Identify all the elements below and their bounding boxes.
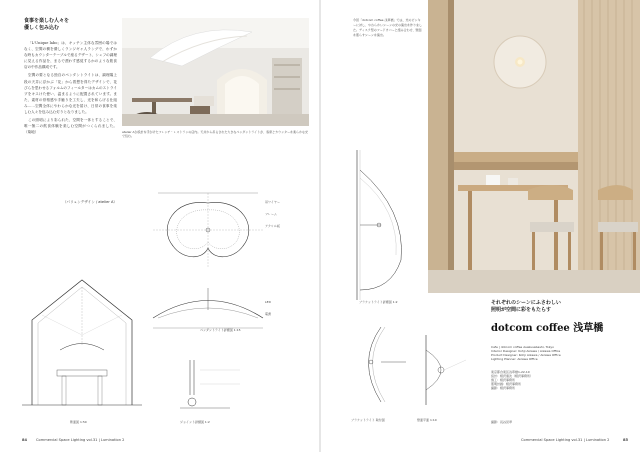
- section-diagram-title: 断面図 1:50: [70, 420, 87, 424]
- headline-line-2: 照明が空間に彩をもたらす: [491, 307, 552, 313]
- right-headline: [491, 300, 631, 314]
- diagram-label: フレーム: [265, 212, 277, 216]
- diagram-label: 吊ワイヤー: [265, 200, 280, 204]
- photo-caption: atelier Aが設計を手がけたフレンチ・レストランの店内。天井から吊るされた大きなペンダントライトが、客席とカウンターを柔らかな光で包む。: [122, 130, 309, 138]
- heading-line-1: 食事を楽しむ人々を: [24, 18, 70, 24]
- diagram-label: 電源: [265, 312, 272, 316]
- bracket-light-diagram: [351, 150, 421, 300]
- detail-line: 施工：相沢事務所: [491, 378, 516, 382]
- diagram-label: LED: [265, 300, 271, 304]
- article-credit: （パリュンデザイン / atelier A）: [62, 200, 117, 204]
- photographer-credit: 撮影：長谷見翠: [491, 420, 513, 424]
- pendant-diagram-title: ペンダントライト詳細図 1:15: [200, 328, 241, 332]
- article-paragraph: この照明により彩られた、空間を一体とすることで、唯一無二の飲食体験を楽しむ空間がつくられました。（菊地）: [24, 118, 117, 135]
- article-body: [24, 40, 117, 200]
- detail-line: 撮影：相沢事務所: [491, 386, 516, 390]
- detail-line: 照明計画：相沢事務所: [491, 382, 522, 386]
- pendant-plan-diagram: [148, 188, 268, 278]
- folio-text-left: Commercial Space Lighting vol.31 | Lumination 2: [36, 438, 125, 442]
- detail-line: 東京都台東区浅草橋1-22-10: [491, 370, 530, 374]
- restaurant-photo-illustration: [122, 18, 309, 126]
- heading-line-2: 優しく包み込む: [24, 25, 60, 31]
- article-paragraph: 空間の要となる独自のペンダントライトは、調理場上段の天井に浮かぶ「花」から着想を得たデザインで、花びらを思わせるフォルムのフィールターはカムのストライプをキスけた使い、温まるように配置されています。また、素材の骨格感や手触りを工夫し、光を和らげる仕組み……空間全体にやわらかな光を届け、日常の食事を楽しむ人々を包み込む灯りとなりました。: [24, 73, 117, 115]
- credit-line: Interior Designer: Kohji Aizawa / Aizawa Office: [491, 349, 561, 353]
- cafe-photo: [428, 0, 640, 293]
- page-number-right: 85: [623, 438, 629, 442]
- project-details: [491, 370, 631, 390]
- credit-line: Lighting Planner: Aizawa Office: [491, 357, 538, 361]
- left-page: [0, 0, 319, 452]
- wall-plan-diagram: [416, 330, 471, 410]
- headline-line-1: それぞれのシーンにふさわしい: [491, 300, 561, 306]
- page-number-left: 84: [22, 438, 28, 442]
- bracket-diagram-caption: ブラケットライト詳細図 1:2: [359, 300, 398, 304]
- right-intro-text: 今回「dotcom coffee 浅草橋」では、光のピンキーに対し、やわらかいシーンの光の演出を作りました。ディスク型のフードカバーと組み合わせ、壁面を照らすシーンを演出。: [353, 18, 422, 37]
- section-diagram: [22, 275, 142, 415]
- joint-detail-diagram: [170, 360, 250, 415]
- diagram-label: アクリル板: [265, 224, 280, 228]
- right-page: [321, 0, 640, 452]
- project-title: dotcom coffee 浅草橋: [491, 323, 604, 334]
- cafe-photo-illustration: [428, 0, 640, 293]
- credit-line: Cafe | dotcom coffee Asakusabashi, Tokyo: [491, 345, 554, 349]
- joint-diagram-title: ジョイント詳細図 1:2: [180, 420, 210, 424]
- article-heading: [24, 18, 114, 32]
- article-paragraph: 「L'Unique labo」は、キッチン主体な雰囲の場ではなく、空間の横を優しくランジギャ人ラングで、わずかな時もカウンターテーブルで座るデザート、シェフの調理に見える作品を、まるで漂わす感覚するかのような飲食店の中作品構成です。: [24, 41, 117, 70]
- credit-line: Product Designer: Kohji Aizawa / Aizawa Office: [491, 353, 561, 357]
- detail-line: 設計：相沢康次（相沢事務所）: [491, 374, 534, 378]
- bracket-mount-diagram: [351, 322, 411, 412]
- restaurant-photo: [122, 18, 309, 126]
- folio-text-right: Commercial Space Lighting vol.31 | Lumination 2: [521, 438, 610, 442]
- wall-plan-caption: 壁面平面 1:10: [417, 418, 437, 422]
- project-credits: [491, 345, 631, 361]
- bracket-mount-caption: ブラケットライト 取付図: [351, 418, 385, 422]
